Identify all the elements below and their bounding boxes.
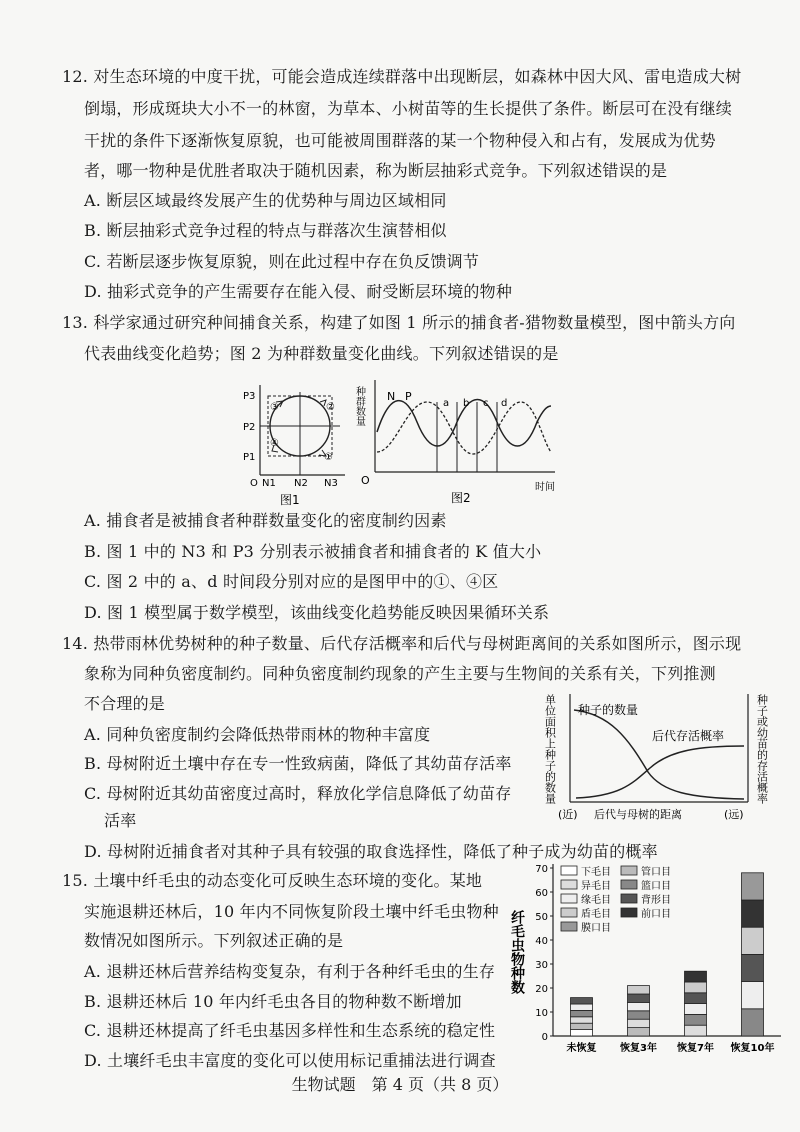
q12-line-3: 干扰的条件下逐渐恢复原貌，也可能被周围群落的某一个物种侵入和占有，发展成为优势 xyxy=(84,131,716,150)
legend-swatch xyxy=(621,866,637,875)
fig1-label-n2: N2 xyxy=(294,478,308,489)
fig1-region-4: ④ xyxy=(270,438,279,449)
legend-label: 背形目 xyxy=(641,895,671,906)
bar-segment xyxy=(628,994,650,1002)
fig2-ylabel: 种群数量 xyxy=(353,386,365,426)
bar-segment xyxy=(628,1011,650,1019)
legend-swatch xyxy=(561,880,577,889)
q15-line-2: 实施退耕还林后，10 年内不同恢复阶段土壤中纤毛虫物种 xyxy=(84,902,499,921)
q14-option-a: A. 同种负密度制约会降低热带雨林的物种丰富度 xyxy=(84,725,431,744)
x-category-label: 未恢复 xyxy=(566,1043,597,1054)
bar-segment xyxy=(742,1009,764,1036)
bar-segment xyxy=(742,927,764,954)
q13-option-d: D. 图 1 模型属于数学模型，该曲线变化趋势能反映因果循环关系 xyxy=(84,603,550,622)
fig2-period-c: c xyxy=(483,398,489,409)
figure-1 xyxy=(240,380,350,510)
q14-line-2: 象称为同种负密度制约。同种负密度制约现象的产生主要与生物间的关系有关，下列推测 xyxy=(84,664,716,683)
bar-segment xyxy=(628,986,650,994)
legend-label: 前口目 xyxy=(641,909,671,920)
legend-swatch xyxy=(621,894,637,903)
q15-option-a: A. 退耕还林后营养结构变复杂，有利于各种纤毛虫的生存 xyxy=(84,962,496,981)
y-tick-label: 60 xyxy=(535,888,548,899)
q14-line-3: 不合理的是 xyxy=(84,694,166,713)
q13-option-a: A. 捕食者是被捕食者种群数量变化的密度制约因素 xyxy=(84,511,447,530)
bar-segment xyxy=(685,1004,707,1015)
legend-label: 篮口目 xyxy=(641,881,671,892)
fig2-caption: 图2 xyxy=(451,491,471,505)
q14-option-b: B. 母树附近土壤中存在专一性致病菌，降低了其幼苗存活率 xyxy=(84,754,512,773)
q14-curve2-label: 后代存活概率 xyxy=(652,729,725,743)
legend-label: 缘毛目 xyxy=(581,895,611,906)
fig1-label-p2: P2 xyxy=(243,422,256,433)
bar-segment xyxy=(685,993,707,1004)
legend-swatch xyxy=(621,880,637,889)
q14-right-label: 种子或幼苗的存活概率 xyxy=(755,694,769,804)
fig2-xlabel: 时间 xyxy=(535,482,555,493)
fig2-period-a: a xyxy=(443,398,450,409)
q14-option-d: D. 母树附近捕食者对其种子具有较强的取食选择性，降低了种子成为幼苗的概率 xyxy=(84,842,658,861)
fig1-label-n1: N1 xyxy=(262,478,276,489)
fig1-region-3: ③ xyxy=(270,402,279,413)
q12-option-c: C. 若断层逐步恢复原貌，则在此过程中存在负反馈调节 xyxy=(84,252,480,271)
q14-option-c: C. 母树附近其幼苗密度过高时，释放化学信息降低了幼苗存 xyxy=(84,784,512,803)
page-footer: 生物试题 第 4 页（共 8 页） xyxy=(291,1075,509,1094)
q15-bar-chart xyxy=(505,858,790,1063)
y-tick-label: 30 xyxy=(535,960,548,971)
q13-line-1: 13. 科学家通过研究种间捕食关系，构建了如图 1 所示的捕食者-猎物数量模型，图中箭头方向 xyxy=(62,313,736,332)
y-tick-label: 70 xyxy=(535,864,548,875)
bar-segment xyxy=(571,1030,593,1036)
bar-segment xyxy=(685,971,707,982)
bar-segment xyxy=(571,1023,593,1029)
fig1-label-n3: N3 xyxy=(324,478,338,489)
fig1-region-2: ② xyxy=(326,402,335,413)
legend-label: 异毛目 xyxy=(581,881,611,892)
legend-swatch xyxy=(621,908,637,917)
fig1-label-p3: P3 xyxy=(243,391,256,402)
y-tick-label: 10 xyxy=(535,1008,548,1019)
fig1-caption: 图1 xyxy=(280,493,300,507)
q12-option-d: D. 抽彩式竞争的产生需要存在能入侵、耐受断层环境的物种 xyxy=(84,282,513,301)
legend-label: 膜口目 xyxy=(581,923,611,934)
x-category-label: 恢复10年 xyxy=(730,1043,775,1054)
q14-x-far: (远) xyxy=(724,808,744,821)
q14-x-near: (近) xyxy=(558,808,578,821)
q12-line-2: 倒塌，形成斑块大小不一的林窗，为草本、小树苗等的生长提供了条件。断层可在没有继续 xyxy=(84,99,733,118)
fig2-origin: O xyxy=(361,474,370,487)
x-category-label: 恢复3年 xyxy=(620,1043,657,1054)
q15-line-1: 15. 土壤中纤毛虫的动态变化可反映生态环境的变化。某地 xyxy=(62,871,483,890)
q14-line-1: 14. 热带雨林优势树种的种子数量、后代存活概率和后代与母树距离间的关系如图所示，图示现 xyxy=(62,634,742,653)
q13-option-c: C. 图 2 中的 a、d 时间段分别对应的是图甲中的①、④区 xyxy=(84,572,499,591)
bar-segment xyxy=(742,900,764,927)
legend-swatch xyxy=(561,908,577,917)
q14-x-mid: 后代与母树的距离 xyxy=(594,808,682,821)
legend-swatch xyxy=(561,866,577,875)
legend-label: 下毛目 xyxy=(581,867,611,878)
q12-line-4: 者，哪一物种是优胜者取决于随机因素，称为断层抽彩式竞争。下列叙述错误的是 xyxy=(84,161,668,180)
q12-option-b: B. 断层抽彩式竞争过程的特点与群落次生演替相似 xyxy=(84,221,447,240)
y-tick-label: 40 xyxy=(535,936,548,947)
y-tick-label: 50 xyxy=(535,912,548,923)
q15-option-c: C. 退耕还林提高了纤毛虫基因多样性和生态系统的稳定性 xyxy=(84,1021,496,1040)
q15-line-3: 数情况如图所示。下列叙述正确的是 xyxy=(84,931,344,950)
x-category-label: 恢复7年 xyxy=(677,1043,714,1054)
q14-chart xyxy=(540,688,780,830)
bar-segment xyxy=(685,1014,707,1025)
y-tick-label: 20 xyxy=(535,984,548,995)
bar-segment xyxy=(628,1019,650,1027)
q14-left-label: 单位面积上种子的数量 xyxy=(543,694,557,804)
legend-label: 盾毛目 xyxy=(581,909,611,920)
fig1-region-1: ① xyxy=(324,452,333,463)
legend-swatch xyxy=(561,922,577,931)
q15-chart-ylabel: 纤毛虫物种数 xyxy=(509,910,525,994)
fig2-label-n: N xyxy=(387,390,396,403)
q14-curve1-label: 种子的数量 xyxy=(578,703,639,717)
q12-line-1: 12. 对生态环境的中度干扰，可能会造成连续群落中出现断层，如森林中因大风、雷电造成大树 xyxy=(62,67,742,86)
fig1-origin: O xyxy=(250,478,258,489)
q15-option-d: D. 土壤纤毛虫丰富度的变化可以使用标记重捕法进行调查 xyxy=(84,1051,496,1070)
bar-segment xyxy=(628,1028,650,1036)
bar-segment xyxy=(742,954,764,981)
bar-segment xyxy=(685,982,707,993)
q14-option-c-cont: 活率 xyxy=(104,811,137,830)
fig2-period-d: d xyxy=(501,398,508,409)
legend-swatch xyxy=(561,894,577,903)
bar-segment xyxy=(571,998,593,1004)
bar-segment xyxy=(571,1017,593,1023)
q15-option-b: B. 退耕还林后 10 年内纤毛虫各目的物种数不断增加 xyxy=(84,992,462,1011)
fig2-period-b: b xyxy=(463,398,470,409)
bar-segment xyxy=(742,982,764,1009)
bar-segment xyxy=(685,1025,707,1036)
bar-segment xyxy=(742,873,764,900)
fig1-label-p1: P1 xyxy=(243,452,256,463)
y-tick-label: 0 xyxy=(541,1032,548,1043)
figure-2 xyxy=(355,372,570,512)
q13-option-b: B. 图 1 中的 N3 和 P3 分别表示被捕食者和捕食者的 K 值大小 xyxy=(84,542,542,561)
q13-line-2: 代表曲线变化趋势；图 2 为种群数量变化曲线。下列叙述错误的是 xyxy=(84,344,559,363)
fig2-label-p: P xyxy=(405,390,412,403)
bar-segment xyxy=(628,1002,650,1010)
bar-segment xyxy=(571,1004,593,1010)
q12-option-a: A. 断层区域最终发展产生的优势种与周边区域相同 xyxy=(84,191,447,210)
legend-label: 管口目 xyxy=(641,867,671,878)
bar-segment xyxy=(571,1010,593,1016)
